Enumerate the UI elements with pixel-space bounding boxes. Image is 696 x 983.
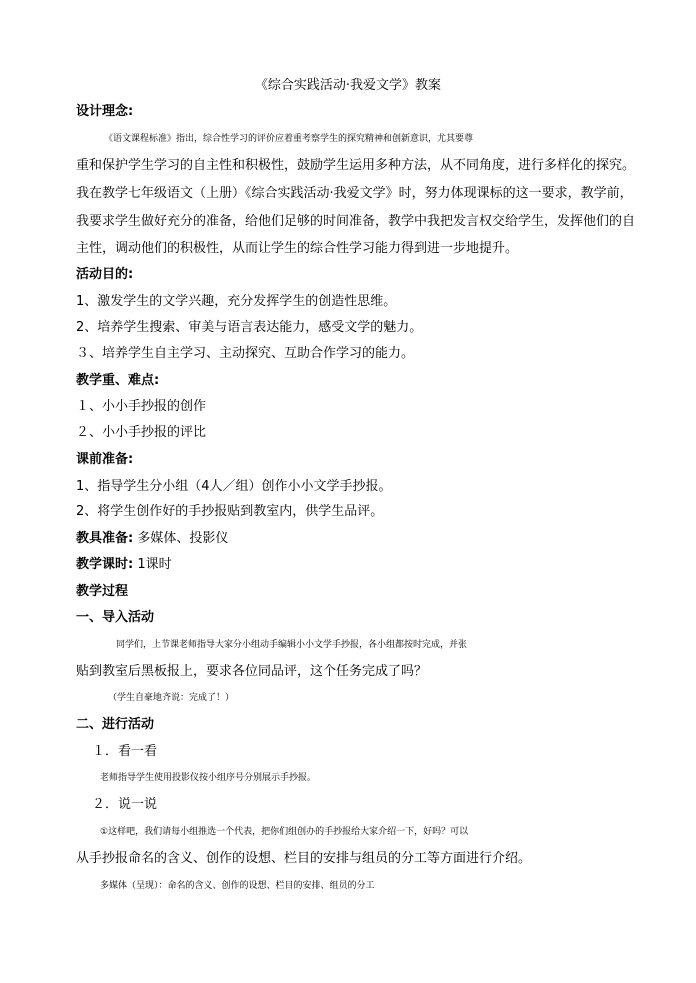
prep-item: 1、指导学生分小组（4人／组）创作小小文学手抄报。 [76, 479, 392, 494]
design-paragraph-line: 主性，调动他们的积极性，从而让学生的综合性学习能力得到进一步地提升。 [76, 241, 519, 256]
step1-text: 老师指导学生使用投影仪按小组序号分别展示手抄报。 [100, 773, 317, 783]
hours-value: 1课时 [133, 557, 172, 572]
section2-heading: 二、进行活动 [76, 717, 155, 732]
key-point-item: ２、小小手抄报的评比 [76, 425, 207, 440]
tools-value: 多媒体、投影仪 [133, 531, 229, 546]
design-heading: 设计理念: [76, 104, 134, 119]
goal-item: ３、培养学生自主学习、主动探究、互助合作学习的能力。 [76, 346, 415, 361]
prep-heading: 课前准备: [76, 452, 134, 467]
section1-reply: （学生自豪地齐说：完成了！） [108, 693, 235, 703]
section1-paragraph-line: 贴到教室后黑板报上，要求各位同品评，这个任务完成了吗？ [76, 664, 428, 679]
goal-heading: 活动目的: [76, 267, 134, 282]
step2-paragraph-line: ①这样吧，我们请每小组推选一个代表，把你们组创办的手抄报给大家介绍一下，好吗？可以 [100, 827, 469, 837]
hours-label: 教学课时: [76, 557, 134, 572]
goal-item: 2、培养学生搜索、审美与语言表达能力，感受文学的魅力。 [76, 320, 423, 335]
step2-title: ２．说一说 [92, 797, 158, 812]
key-point-item: １、小小手抄报的创作 [76, 399, 207, 414]
key-points-heading: 教学重、难点: [76, 373, 160, 388]
step1-title: １．看一看 [92, 744, 158, 759]
document-title: 《综合实践活动·我爱文学》教案 [254, 78, 442, 93]
section1-heading: 一、导入活动 [76, 610, 155, 625]
step2-paragraph-line: 从手抄报命名的含义、创作的设想、栏目的安排与组员的分工等方面进行介绍。 [76, 851, 532, 866]
tools-label: 教具准备: [76, 531, 134, 546]
process-heading: 教学过程 [76, 584, 129, 599]
design-paragraph-line: 重和保护学生学习的自主性和积极性，鼓励学生运用多种方法，从不同角度，进行多样化的探究。 [76, 158, 636, 173]
prep-item: 2、将学生创作好的手抄报贴到教室内，供学生品评。 [76, 504, 384, 519]
tools-row [76, 530, 636, 548]
design-paragraph-line: 我在教学七年级语文（上册）《综合实践活动·我爱文学》时，努力体现课标的这一要求，教学前， [76, 186, 633, 201]
design-paragraph-line: 《语文课程标准》指出，综合性学习的评价应着重考察学生的探究精神和创新意识，尤其要尊 [104, 134, 474, 144]
design-paragraph-line: 我要求学生做好充分的准备，给他们足够的时间准备，教学中我把发言权交给学生，发挥他们的自 [76, 214, 636, 229]
hours-row [76, 556, 636, 574]
media-line: 多媒体（呈现）：命名的含义、创作的设想、栏目的安排、组员的分工 [100, 881, 375, 891]
goal-item: 1、激发学生的文学兴趣，充分发挥学生的创造性思维。 [76, 294, 397, 309]
section1-paragraph-line: 同学们，上节课老师指导大家分小组动手编辑小小文学手抄报，各小组都按时完成，并张 [116, 640, 468, 650]
